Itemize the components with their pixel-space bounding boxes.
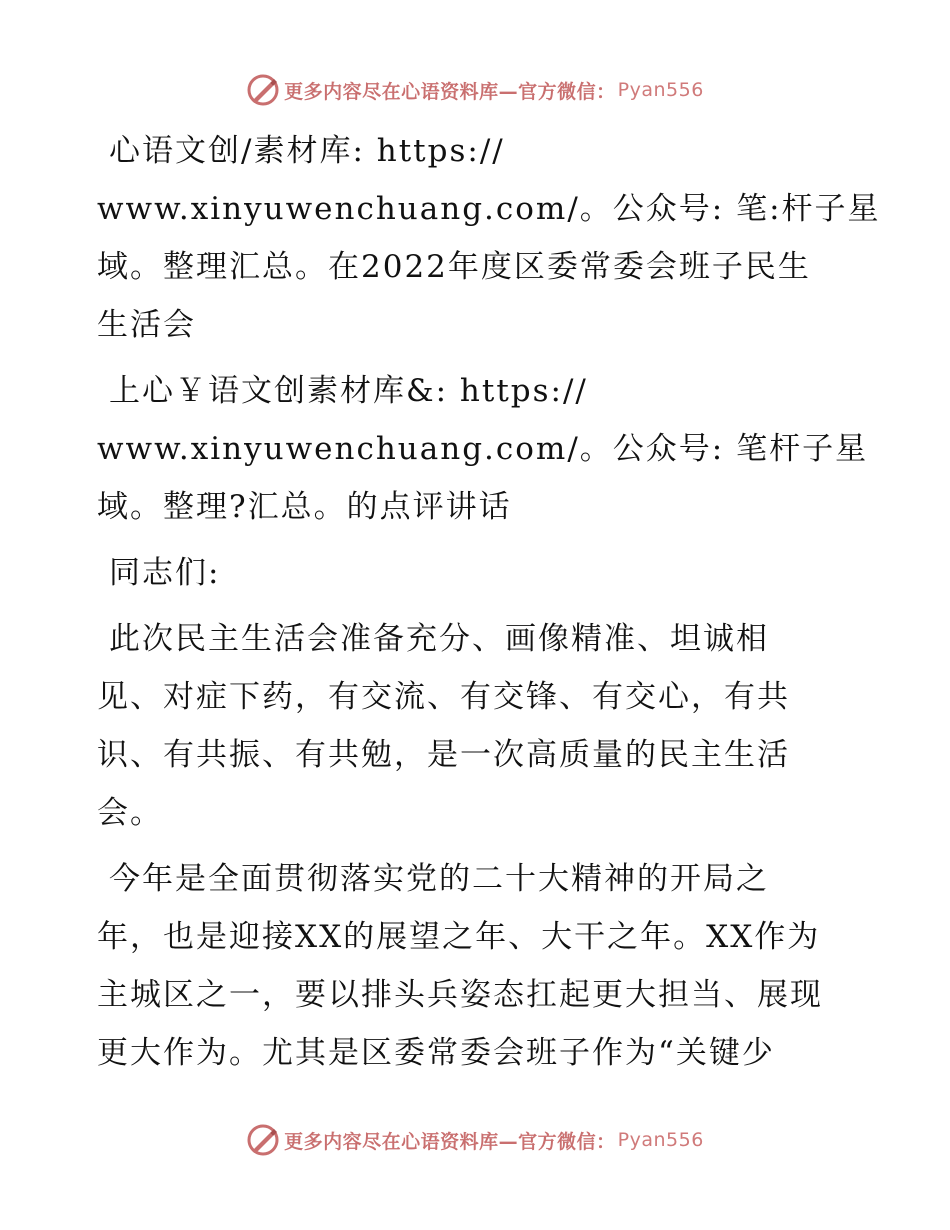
text-line: 今年是全面贯彻落实党的二十大精神的开局之 xyxy=(109,861,769,897)
pen-logo-icon xyxy=(246,73,280,107)
paragraph-body-1 xyxy=(97,610,857,842)
text-line: 会。 xyxy=(97,795,163,831)
paragraph-body-2 xyxy=(97,850,857,1082)
watermark-text: 更多内容尽在心语资料库—官方微信： xyxy=(284,80,616,103)
header-watermark xyxy=(0,70,950,110)
paragraph-source-1 xyxy=(97,122,881,354)
watermark-text: 更多内容尽在心语资料库—官方微信： xyxy=(284,1130,616,1153)
text-line: 心语文创/素材库: https:// xyxy=(109,133,505,169)
text-line: www.xinyuwenchuang.com/。公众号: 笔:杆子星 xyxy=(97,191,881,227)
text-line: www.xinyuwenchuang.com/。公众号: 笔杆子星 xyxy=(97,431,869,467)
text-line: 此次民主生活会准备充分、画像精准、坦诚相 xyxy=(109,621,769,657)
paragraph-salutation xyxy=(97,544,857,602)
document-body xyxy=(97,122,881,1090)
paragraph-source-2 xyxy=(97,362,869,536)
watermark-wechat-id: Pyan556 xyxy=(617,79,704,101)
text-line: 识、有共振、有共勉，是一次高质量的民主生活 xyxy=(97,737,790,773)
footer-watermark xyxy=(0,1120,950,1160)
watermark-wechat-id: Pyan556 xyxy=(617,1129,704,1151)
text-line: 生活会 xyxy=(97,307,196,343)
text-line: 域。整理汇总。在2022年度区委常委会班子民生 xyxy=(97,249,811,285)
text-line: 主城区之一，要以排头兵姿态扛起更大担当、展现 xyxy=(97,977,823,1013)
pen-logo-icon xyxy=(246,1123,280,1157)
text-line: 年，也是迎接XX的展望之年、大干之年。XX作为 xyxy=(97,919,821,955)
text-line: 域。整理?汇总。的点评讲话 xyxy=(97,489,512,525)
text-line: 上心￥语文创素材库&: https:// xyxy=(109,373,588,409)
text-line: 同志们: xyxy=(109,555,221,591)
text-line: 见、对症下药，有交流、有交锋、有交心，有共 xyxy=(97,679,790,715)
text-line: 更大作为。尤其是区委常委会班子作为“关键少 xyxy=(97,1035,775,1071)
